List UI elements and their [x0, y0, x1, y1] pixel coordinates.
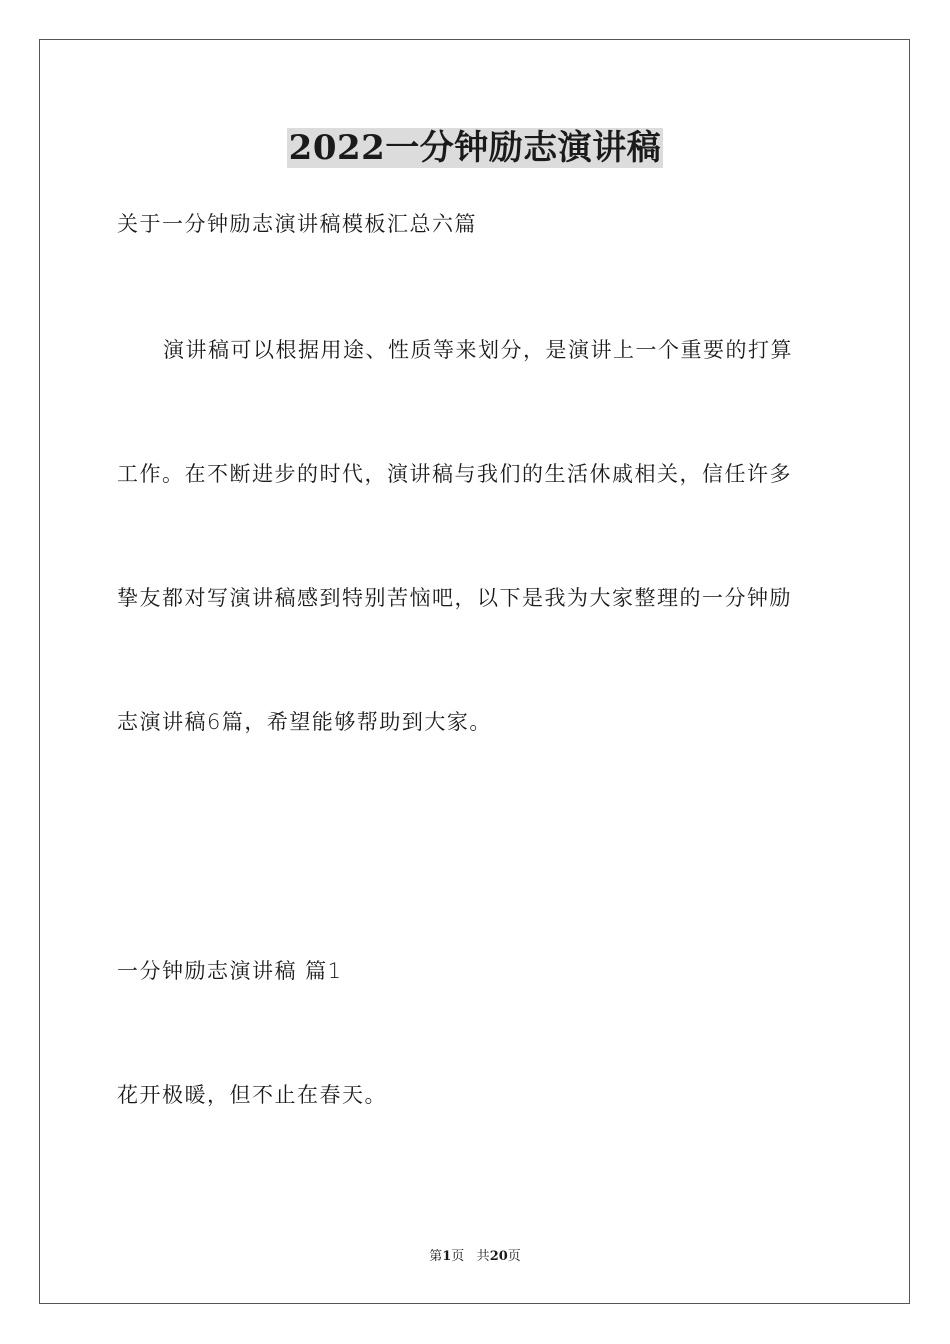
footer-page-suffix: 页: [451, 1249, 465, 1264]
intro-line-3: 挚友都对写演讲稿感到特别苦恼吧，以下是我为大家整理的一分钟励: [117, 586, 792, 610]
document-title: [0, 128, 950, 168]
document-subtitle: 关于一分钟励志演讲稿模板汇总六篇: [117, 212, 477, 236]
section-heading: 一分钟励志演讲稿 篇1: [117, 959, 343, 983]
footer-total-pages: 20: [489, 1249, 508, 1264]
page-footer: [0, 1248, 950, 1266]
intro-line-4: 志演讲稿6篇，希望能够帮助到大家。: [117, 710, 492, 734]
intro-line-2: 工作。在不断进步的时代，演讲稿与我们的生活休戚相关，信任许多: [117, 462, 792, 486]
footer-total-suffix: 页: [507, 1249, 521, 1264]
body-line: 花开极暖，但不止在春天。: [117, 1083, 387, 1107]
footer-page-number: 1: [442, 1249, 452, 1264]
footer-page-prefix: 第: [429, 1249, 443, 1264]
intro-line-1: 演讲稿可以根据用途、性质等来划分，是演讲上一个重要的打算: [163, 338, 793, 362]
document-title-text: 2022一分钟励志演讲稿: [288, 128, 662, 168]
footer-total-prefix: 共: [476, 1249, 490, 1264]
